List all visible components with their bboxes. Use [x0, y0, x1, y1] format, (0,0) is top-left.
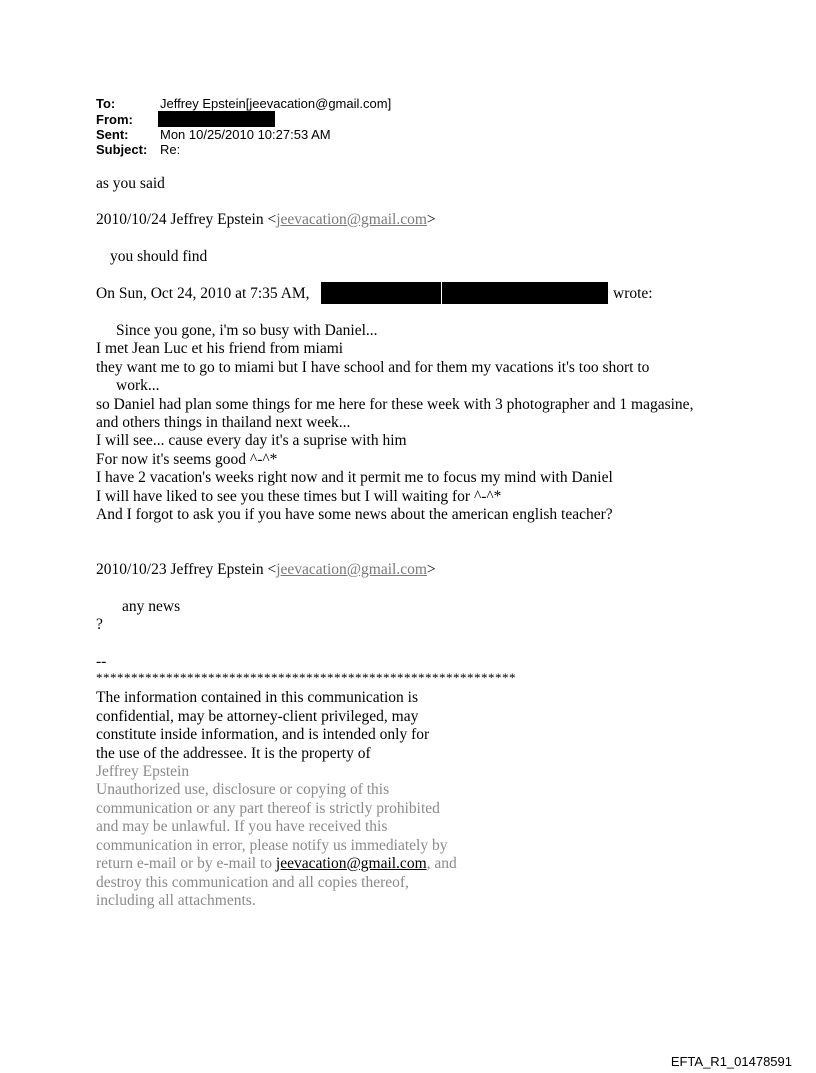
disclaimer-line: the use of the addressee. It is the property of	[96, 745, 371, 762]
quote2-line: I will see... cause every day it's a suprise with him	[96, 432, 407, 449]
return-email-link[interactable]: jeevacation@gmail.com	[275, 855, 427, 872]
quote1-email-link[interactable]: jeevacation@gmail.com	[276, 211, 427, 228]
return-prefix: return e-mail or by e-mail to	[96, 855, 276, 872]
to-label: To:	[96, 96, 116, 111]
reply-text: as you said	[96, 175, 165, 192]
quote2-line: Since you gone, i'm so busy with Daniel...	[116, 322, 378, 339]
signature-dashes: --	[96, 653, 107, 670]
quote2-line: I have 2 vacation's weeks right now and it permit me to focus my mind with Daniel	[96, 469, 613, 486]
sender-redaction-2	[442, 282, 608, 304]
quote2-line: I will have liked to see you these times but I will waiting for ^-^*	[96, 488, 502, 505]
quote3-suffix: >	[426, 561, 436, 578]
quote3-email-link[interactable]: jeevacation@gmail.com	[276, 561, 427, 578]
quote3-prefix: 2010/10/23 Jeffrey Epstein <	[96, 561, 277, 578]
quote1-suffix: >	[426, 211, 436, 228]
sent-label: Sent:	[96, 127, 129, 142]
quote2-line: and others things in thailand next week...	[96, 414, 351, 431]
disclaimer-line: constitute inside information, and is intended only for	[96, 726, 430, 743]
quote3-question: ?	[96, 616, 103, 633]
return-suffix: , and	[426, 855, 457, 872]
quote2-line: they want me to go to miami but I have school and for them my vacations it's too short to	[96, 359, 650, 376]
subject-value: Re:	[160, 142, 181, 157]
subject-label: Subject:	[96, 142, 148, 157]
from-redaction	[158, 111, 275, 127]
quote3-attribution	[96, 561, 436, 579]
disclaimer-owner: Jeffrey Epstein	[96, 763, 190, 780]
quote1-text: you should find	[110, 248, 208, 265]
disclaimer-line: and may be unlawful. If you have received this	[96, 818, 388, 835]
disclaimer-line: confidential, may be attorney-client privileged, may	[96, 708, 419, 725]
sent-value: Mon 10/25/2010 10:27:53 AM	[160, 127, 331, 142]
disclaimer-return-line	[96, 855, 457, 873]
from-label: From:	[96, 112, 133, 127]
to-value: Jeffrey Epstein[jeevacation@gmail.com]	[160, 96, 392, 111]
quote2-line: For now it's seems good ^-^*	[96, 451, 278, 468]
disclaimer-line: communication or any part thereof is strictly prohibited	[96, 800, 440, 817]
document-id: EFTA_R1_01478591	[670, 1054, 792, 1069]
disclaimer-line: Unauthorized use, disclosure or copying of this	[96, 781, 390, 798]
quote2-prefix: On Sun, Oct 24, 2010 at 7:35 AM,	[96, 285, 310, 302]
disclaimer-line: destroy this communication and all copies thereof,	[96, 874, 409, 891]
signature-stars: ************************************************************	[96, 670, 516, 685]
quote2-line: I met Jean Luc et his friend from miami	[96, 340, 344, 357]
disclaimer-line: communication in error, please notify us immediately by	[96, 837, 448, 854]
quote2-line: work...	[116, 377, 160, 394]
quote2-suffix: wrote:	[613, 285, 653, 302]
quote2-line: And I forgot to ask you if you have some news about the american english teacher?	[96, 506, 613, 523]
quote1-attribution	[96, 211, 436, 229]
quote3-text: any news	[122, 598, 181, 615]
sender-redaction-1	[321, 282, 441, 304]
disclaimer-line: including all attachments.	[96, 892, 256, 909]
disclaimer-line: The information contained in this communication is	[96, 689, 418, 706]
quote2-line: so Daniel had plan some things for me here for these week with 3 photographer and 1 magasine,	[96, 396, 694, 413]
quote1-prefix: 2010/10/24 Jeffrey Epstein <	[96, 211, 277, 228]
